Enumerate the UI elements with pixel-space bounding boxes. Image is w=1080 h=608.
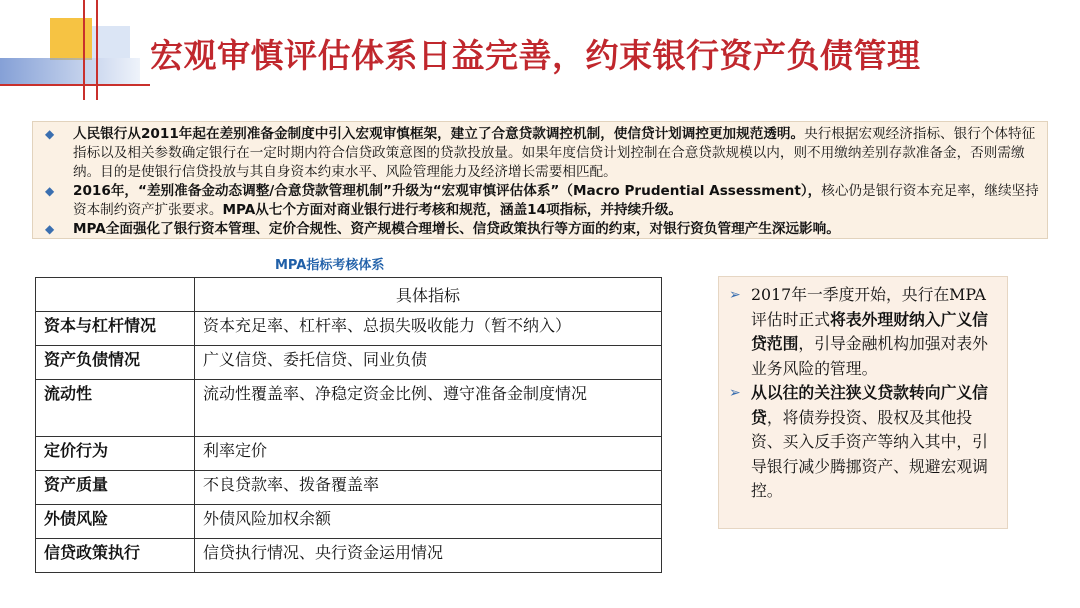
intro-item-2 [39,182,1039,220]
corner-decoration [0,0,150,100]
row-indicators: 流动性覆盖率、净稳定资金比例、遵守准备金制度情况 [195,380,662,437]
table-row [36,539,662,573]
note-text-2b: ，将债券投资、股权及其他投资、买入反手资产等纳入其中，引导银行减少腾挪资产、规避宏观调控。 [751,407,988,500]
intro-text-2: 核心仍是银行资本充足率，继续坚持资本制约资产扩张要求。 [73,183,1039,218]
row-indicators: 不良贷款率、拨备覆盖率 [195,471,662,505]
note-item-2 [729,381,999,504]
note-text-1b: 将表外理财纳入广义信贷范围 [751,309,988,353]
intro-text-2-bold-b: MPA从七个方面对商业银行进行考核和规范，涵盖14项指标，并持续升级。 [222,202,683,218]
row-category: 外债风险 [36,505,195,539]
note-text-2a: 从以往的关注狭义贷款转向广义信贷 [751,383,988,427]
diamond-icon: ◆ [45,127,55,141]
row-category: 资本与杠杆情况 [36,312,195,346]
intro-text-1: 央行根据宏观经济指标、银行个体特征指标以及相关参数确定银行在一定时期内符合信贷政策意图的贷款投放量。如果年度信贷计划控制在合意贷款规模以内，则不用缴纳差别存款准备金，否则需缴纳。目的是使银行信贷投放与其自身资本约束水平、风险管理能力及经济增长需要相匹配。 [73,126,1036,180]
row-category: 定价行为 [36,437,195,471]
arrow-right-icon: ➢ [729,385,741,401]
row-indicators: 信贷执行情况、央行资金运用情况 [195,539,662,573]
page-title: 宏观审慎评估体系日益完善，约束银行资产负债管理 [150,36,921,75]
intro-item-1 [39,125,1039,182]
table-row [36,437,662,471]
intro-text-2-bold: 2016年，“差别准备金动态调整/合意贷款管理机制”升级为“宏观审慎评估体系”（Macro Prudential Assessment）， [73,183,822,199]
row-indicators: 资本充足率、杠杆率、总损失吸收能力（暂不纳入） [195,312,662,346]
table-row [36,505,662,539]
note-text-1c: ，引导金融机构加强对表外业务风险的管理。 [751,334,988,378]
diamond-icon: ◆ [45,222,55,236]
row-indicators: 广义信贷、委托信贷、同业负债 [195,346,662,380]
note-panel [718,276,1008,529]
table-row [36,471,662,505]
mpa-indicator-table [35,277,662,573]
table-caption: MPA指标考核体系 [275,258,385,273]
diamond-icon: ◆ [45,184,55,198]
note-item-1 [729,283,999,381]
table-row [36,312,662,346]
table-row [36,346,662,380]
intro-panel [32,121,1048,239]
table-row [36,380,662,437]
note-text-1a: 2017年一季度开始，央行在MPA评估时正式 [751,285,986,329]
row-category: 资产质量 [36,471,195,505]
row-category: 资产负债情况 [36,346,195,380]
row-category: 信贷政策执行 [36,539,195,573]
row-indicators: 利率定价 [195,437,662,471]
header-indicators: 具体指标 [195,278,662,312]
row-indicators: 外债风险加权余额 [195,505,662,539]
table-header-row [36,278,662,312]
row-category: 流动性 [36,380,195,437]
intro-text-3-bold: MPA全面强化了银行资本管理、定价合规性、资产规模合理增长、信贷政策执行等方面的约束，对银行资负管理产生深远影响。 [73,221,840,237]
intro-item-3 [39,220,1039,239]
header-blank [36,278,195,312]
arrow-right-icon: ➢ [729,287,741,303]
intro-text-1-bold: 人民银行从2011年起在差别准备金制度中引入宏观审慎框架，建立了合意贷款调控机制，使信贷计划调控更加规范透明。 [73,126,805,142]
